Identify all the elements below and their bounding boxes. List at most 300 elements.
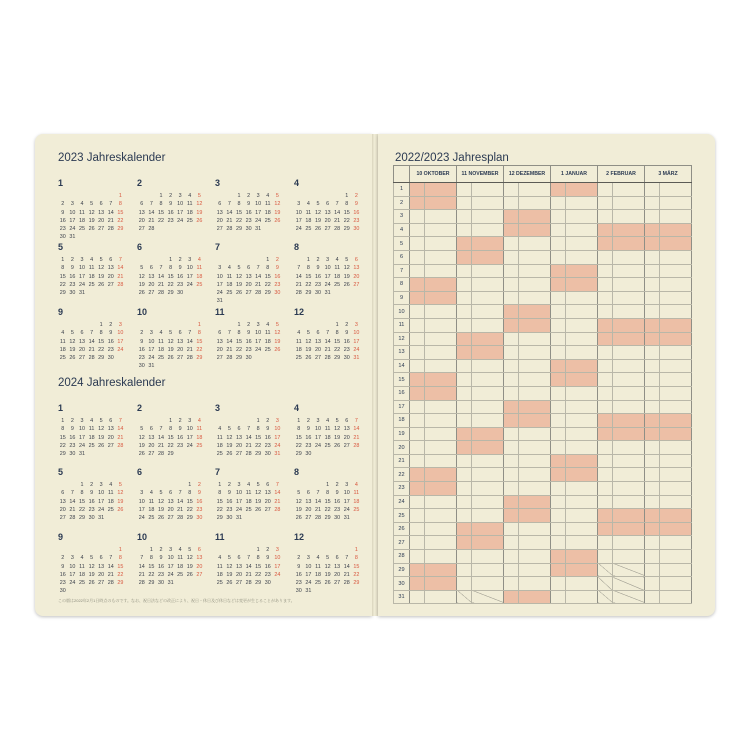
plan-cell — [598, 454, 613, 468]
month-day-grid — [215, 192, 285, 233]
day-cell — [323, 450, 333, 458]
plan-cell — [613, 536, 645, 550]
month-day-grid — [215, 546, 285, 587]
day-cell: 27 — [148, 290, 155, 297]
plan-cell — [410, 210, 425, 224]
plan-cell — [645, 373, 660, 387]
plan-row — [394, 278, 692, 292]
day-cell: 26 — [255, 506, 262, 513]
weekend-cell — [645, 522, 660, 536]
day-cell: 8 — [256, 555, 260, 562]
day-cell: 12 — [295, 498, 302, 505]
day-cell: 11 — [148, 498, 155, 505]
day-cell — [352, 289, 362, 297]
day-cell: 24 — [69, 580, 76, 587]
day-cell: 30 — [314, 290, 321, 297]
plan-cell — [457, 509, 472, 523]
weekend-cell — [598, 332, 613, 346]
day-cell: 4 — [218, 426, 222, 433]
weekend-cell — [519, 223, 551, 237]
day-cell: 22 — [167, 442, 174, 449]
plan-cell — [660, 386, 692, 400]
day-cell — [106, 233, 116, 241]
day-cell: 17 — [117, 338, 124, 345]
weekend-cell — [504, 223, 519, 237]
day-cell: 2 — [90, 482, 94, 488]
day-cell: 2 — [159, 547, 163, 553]
day-cell: 24 — [186, 281, 193, 288]
plan-cell — [504, 237, 519, 251]
day-cell: 6 — [326, 201, 330, 208]
day-number: 3 — [394, 210, 410, 224]
day-cell: 16 — [177, 434, 184, 441]
day-cell: 20 — [59, 506, 66, 513]
day-cell: 26 — [186, 571, 193, 578]
weekend-cell — [519, 305, 551, 319]
unused-day-cell — [598, 577, 613, 591]
plan-cell — [645, 577, 660, 591]
plan-cell — [660, 196, 692, 210]
day-cell: 17 — [98, 498, 105, 505]
plan-cell — [613, 346, 645, 360]
day-cell: 12 — [196, 201, 203, 208]
day-cell: 3 — [70, 201, 74, 208]
day-cell: 20 — [264, 498, 271, 505]
day-cell — [195, 362, 205, 370]
day-cell: 1 — [118, 547, 122, 553]
day-cell: 14 — [324, 338, 331, 345]
day-cell: 16 — [343, 338, 350, 345]
day-cell: 9 — [159, 555, 163, 562]
day-cell: 27 — [245, 290, 252, 297]
month-day-grid — [294, 546, 364, 596]
plan-cell — [457, 550, 472, 564]
plan-cell — [410, 359, 425, 373]
day-cell: 11 — [196, 265, 203, 272]
plan-cell — [645, 278, 660, 292]
day-number: 14 — [394, 359, 410, 373]
day-cell: 30 — [226, 515, 233, 522]
day-number: 25 — [394, 509, 410, 523]
day-cell: 2 — [178, 418, 182, 424]
day-cell — [273, 225, 283, 233]
day-cell: 8 — [297, 426, 301, 433]
day-cell: 27 — [107, 442, 114, 449]
day-cell: 15 — [235, 338, 242, 345]
day-cell: 29 — [216, 515, 223, 522]
plan-cell — [598, 264, 613, 278]
day-cell: 26 — [98, 442, 105, 449]
day-cell: 30 — [245, 355, 252, 362]
day-cell: 5 — [345, 257, 349, 263]
day-cell: 15 — [343, 209, 350, 216]
plan-cell — [660, 278, 692, 292]
day-cell — [175, 481, 185, 489]
day-cell: 17 — [177, 209, 184, 216]
day-cell: 6 — [140, 201, 144, 208]
day-cell: 7 — [326, 330, 330, 337]
day-cell: 6 — [316, 330, 320, 337]
day-cell: 11 — [79, 563, 85, 570]
plan-cell — [551, 346, 566, 360]
weekend-cell — [519, 590, 551, 604]
day-cell: 25 — [186, 217, 193, 224]
plan-cell — [613, 264, 645, 278]
day-cell: 30 — [59, 234, 66, 241]
day-cell — [137, 546, 147, 554]
plan-cell — [566, 400, 598, 414]
weekend-cell — [613, 414, 645, 428]
day-cell: 27 — [235, 451, 242, 458]
weekend-cell — [551, 264, 566, 278]
day-cell: 30 — [245, 226, 252, 233]
day-number: 26 — [394, 522, 410, 536]
plan-cell — [660, 373, 692, 387]
day-cell: 1 — [218, 482, 222, 488]
day-cell: 21 — [177, 506, 184, 513]
month-2024-12 — [294, 532, 364, 596]
day-cell: 13 — [107, 265, 114, 272]
plan-row — [394, 223, 692, 237]
plan-cell — [566, 223, 598, 237]
day-cell — [156, 225, 166, 233]
plan-row — [394, 237, 692, 251]
day-cell: 13 — [177, 338, 184, 345]
day-cell: 4 — [266, 193, 270, 199]
day-cell: 22 — [117, 571, 124, 578]
day-cell: 11 — [315, 563, 321, 570]
weekend-cell — [660, 332, 692, 346]
weekend-cell — [410, 386, 425, 400]
day-cell: 10 — [69, 209, 76, 216]
plan-cell — [551, 196, 566, 210]
day-cell: 13 — [235, 563, 242, 570]
day-cell: 21 — [274, 498, 281, 505]
day-cell: 28 — [186, 355, 193, 362]
plan-cell — [660, 495, 692, 509]
day-cell: 9 — [354, 201, 358, 208]
day-cell: 1 — [306, 257, 310, 263]
day-cell: 31 — [305, 588, 312, 595]
day-cell: 21 — [343, 571, 350, 578]
plan-cell — [472, 468, 504, 482]
day-cell: 16 — [59, 217, 66, 224]
day-cell: 9 — [70, 265, 74, 272]
day-cell: 31 — [353, 355, 360, 362]
day-cell: 7 — [178, 490, 182, 497]
weekend-cell — [613, 509, 645, 523]
day-cell: 2 — [266, 547, 270, 553]
day-cell: 21 — [186, 346, 193, 353]
day-cell: 6 — [178, 330, 182, 337]
day-cell: 14 — [157, 434, 164, 441]
day-cell: 27 — [334, 580, 341, 587]
day-cell: 28 — [107, 580, 114, 587]
plan-row — [394, 318, 692, 332]
day-cell — [87, 450, 97, 458]
weekend-cell — [410, 373, 425, 387]
day-cell: 25 — [216, 451, 223, 458]
day-cell — [166, 481, 176, 489]
day-cell: 24 — [274, 571, 281, 578]
day-cell: 7 — [118, 257, 122, 263]
plan-cell — [660, 482, 692, 496]
plan-cell — [457, 482, 472, 496]
day-cell: 16 — [314, 273, 321, 280]
day-cell: 29 — [334, 355, 341, 362]
day-cell: 14 — [117, 265, 124, 272]
day-cell: 24 — [255, 217, 262, 224]
day-cell: 13 — [196, 555, 203, 562]
day-cell: 25 — [148, 515, 155, 522]
weekend-cell — [598, 318, 613, 332]
day-cell: 10 — [216, 273, 223, 280]
day-cell: 20 — [98, 217, 105, 224]
day-cell: 11 — [334, 265, 340, 272]
weekend-cell — [645, 427, 660, 441]
day-cell: 27 — [314, 355, 321, 362]
day-cell: 1 — [335, 322, 339, 328]
day-number: 30 — [394, 577, 410, 591]
day-cell: 4 — [306, 201, 310, 208]
plan-cell — [613, 454, 645, 468]
plan-cell — [457, 454, 472, 468]
day-cell — [352, 450, 362, 458]
plan-cell — [551, 509, 566, 523]
day-cell: 23 — [226, 506, 233, 513]
day-cell: 10 — [186, 265, 193, 272]
day-cell — [195, 450, 205, 458]
plan-cell — [457, 210, 472, 224]
day-cell: 29 — [196, 355, 203, 362]
day-cell: 26 — [196, 217, 203, 224]
month-2024-1 — [58, 403, 128, 458]
weekend-cell — [645, 318, 660, 332]
day-cell: 24 — [343, 506, 350, 513]
plan-cell — [551, 318, 566, 332]
day-cell: 24 — [69, 226, 76, 233]
plan-row — [394, 536, 692, 550]
plan-cell — [410, 305, 425, 319]
day-cell — [225, 417, 235, 425]
day-cell: 24 — [177, 217, 184, 224]
day-cell: 24 — [148, 355, 155, 362]
day-cell: 13 — [98, 563, 105, 570]
day-cell: 22 — [216, 506, 223, 513]
month-number: 3 — [215, 403, 221, 413]
day-cell: 14 — [107, 563, 114, 570]
day-cell: 10 — [69, 563, 76, 570]
day-cell: 17 — [353, 338, 360, 345]
month-number: 10 — [137, 532, 148, 542]
plan-cell — [504, 291, 519, 305]
plan-cell — [613, 183, 645, 197]
plan-cell — [425, 305, 457, 319]
month-number: 10 — [137, 307, 148, 317]
plan-cell — [504, 536, 519, 550]
weekend-cell — [613, 318, 645, 332]
day-cell: 15 — [157, 209, 164, 216]
plan-cell — [425, 441, 457, 455]
weekend-cell — [410, 291, 425, 305]
month-number: 6 — [137, 467, 143, 477]
day-cell: 14 — [314, 498, 321, 505]
plan-cell — [613, 441, 645, 455]
day-cell: 23 — [157, 571, 164, 578]
weekend-cell — [598, 522, 613, 536]
day-cell: 6 — [354, 257, 358, 263]
weekend-cell — [613, 223, 645, 237]
day-cell: 1 — [345, 193, 349, 199]
plan-cell — [660, 441, 692, 455]
day-cell: 16 — [353, 209, 360, 216]
day-cell: 1 — [266, 257, 270, 263]
month-number: 5 — [58, 467, 64, 477]
day-cell: 22 — [343, 217, 350, 224]
day-cell: 23 — [245, 217, 252, 224]
day-cell: 19 — [226, 442, 233, 449]
day-cell — [323, 587, 333, 595]
plan-cell — [425, 509, 457, 523]
plan-cell — [519, 250, 551, 264]
day-cell: 7 — [256, 265, 260, 272]
plan-cell — [425, 522, 457, 536]
day-cell: 2 — [335, 482, 339, 488]
plan-cell — [519, 468, 551, 482]
day-cell: 17 — [255, 209, 262, 216]
day-cell — [147, 192, 157, 200]
weekend-cell — [457, 441, 472, 455]
day-cell: 1 — [118, 193, 122, 199]
day-cell — [352, 514, 362, 522]
day-cell: 16 — [177, 273, 184, 280]
day-cell: 1 — [61, 257, 65, 263]
plan-cell — [598, 291, 613, 305]
day-cell — [96, 233, 106, 241]
plan-cell — [613, 291, 645, 305]
day-cell: 16 — [305, 434, 312, 441]
plan-cell — [598, 359, 613, 373]
month-number: 4 — [294, 403, 300, 413]
day-cell — [68, 481, 78, 489]
weekend-cell — [472, 427, 504, 441]
day-cell: 24 — [353, 346, 360, 353]
day-cell: 26 — [88, 580, 95, 587]
day-cell: 19 — [138, 281, 145, 288]
day-cell — [185, 579, 195, 587]
day-cell: 31 — [167, 580, 174, 587]
day-cell: 22 — [324, 506, 331, 513]
weekend-cell — [519, 318, 551, 332]
day-cell: 12 — [226, 563, 233, 570]
unused-day-cell — [598, 563, 613, 577]
weekend-cell — [410, 183, 425, 197]
plan-cell — [566, 291, 598, 305]
plan-cell — [410, 550, 425, 564]
day-cell: 18 — [59, 346, 66, 353]
plan-cell — [551, 210, 566, 224]
plan-cell — [519, 346, 551, 360]
day-cell: 5 — [275, 322, 279, 328]
day-cell: 30 — [353, 226, 360, 233]
day-cell: 8 — [149, 555, 153, 562]
day-cell: 19 — [138, 442, 145, 449]
day-cell: 4 — [197, 257, 201, 263]
day-cell: 22 — [295, 442, 302, 449]
day-cell: 1 — [188, 482, 192, 488]
day-cell: 22 — [59, 281, 66, 288]
day-cell: 20 — [107, 273, 114, 280]
plan-cell — [566, 386, 598, 400]
plan-cell — [551, 482, 566, 496]
day-cell: 12 — [69, 338, 76, 345]
day-cell — [106, 546, 116, 554]
day-cell: 18 — [226, 281, 233, 288]
day-cell: 23 — [295, 580, 302, 587]
plan-cell — [425, 359, 457, 373]
day-number: 13 — [394, 346, 410, 360]
day-cell: 31 — [98, 515, 105, 522]
day-cell: 15 — [305, 273, 312, 280]
day-cell: 31 — [78, 290, 85, 297]
plan-cell — [613, 359, 645, 373]
day-cell: 25 — [59, 355, 66, 362]
day-cell: 5 — [306, 330, 310, 337]
plan-cell — [660, 291, 692, 305]
plan-cell — [457, 223, 472, 237]
plan-cell — [425, 210, 457, 224]
day-number: 18 — [394, 414, 410, 428]
day-cell — [137, 321, 147, 329]
day-cell: 17 — [186, 434, 193, 441]
day-cell: 20 — [138, 217, 145, 224]
day-cell: 7 — [109, 555, 113, 562]
day-cell: 20 — [324, 217, 331, 224]
day-cell: 3 — [149, 330, 153, 337]
month-number: 12 — [294, 532, 305, 542]
day-cell: 4 — [316, 555, 320, 562]
day-cell: 25 — [196, 281, 203, 288]
plan-cell — [504, 577, 519, 591]
day-cell: 2 — [70, 418, 74, 424]
day-cell: 19 — [314, 217, 321, 224]
day-cell: 26 — [138, 290, 145, 297]
day-cell: 19 — [226, 571, 233, 578]
day-number: 6 — [394, 250, 410, 264]
plan-cell — [660, 468, 692, 482]
plan-cell — [504, 563, 519, 577]
day-cell: 10 — [186, 426, 193, 433]
month-2023-2 — [137, 178, 207, 233]
day-number: 15 — [394, 373, 410, 387]
plan-cell — [613, 495, 645, 509]
day-cell: 10 — [314, 426, 321, 433]
day-cell: 21 — [245, 571, 252, 578]
month-2023-10 — [137, 307, 207, 371]
day-cell: 2 — [266, 418, 270, 424]
day-cell: 1 — [169, 257, 173, 263]
plan-cell — [425, 264, 457, 278]
day-cell: 14 — [226, 209, 233, 216]
day-cell: 11 — [216, 434, 223, 441]
day-cell — [352, 587, 362, 595]
day-cell — [96, 192, 106, 200]
plan-cell — [551, 305, 566, 319]
day-cell: 24 — [255, 346, 262, 353]
day-cell: 27 — [324, 226, 331, 233]
day-cell: 16 — [167, 209, 174, 216]
plan-row — [394, 291, 692, 305]
